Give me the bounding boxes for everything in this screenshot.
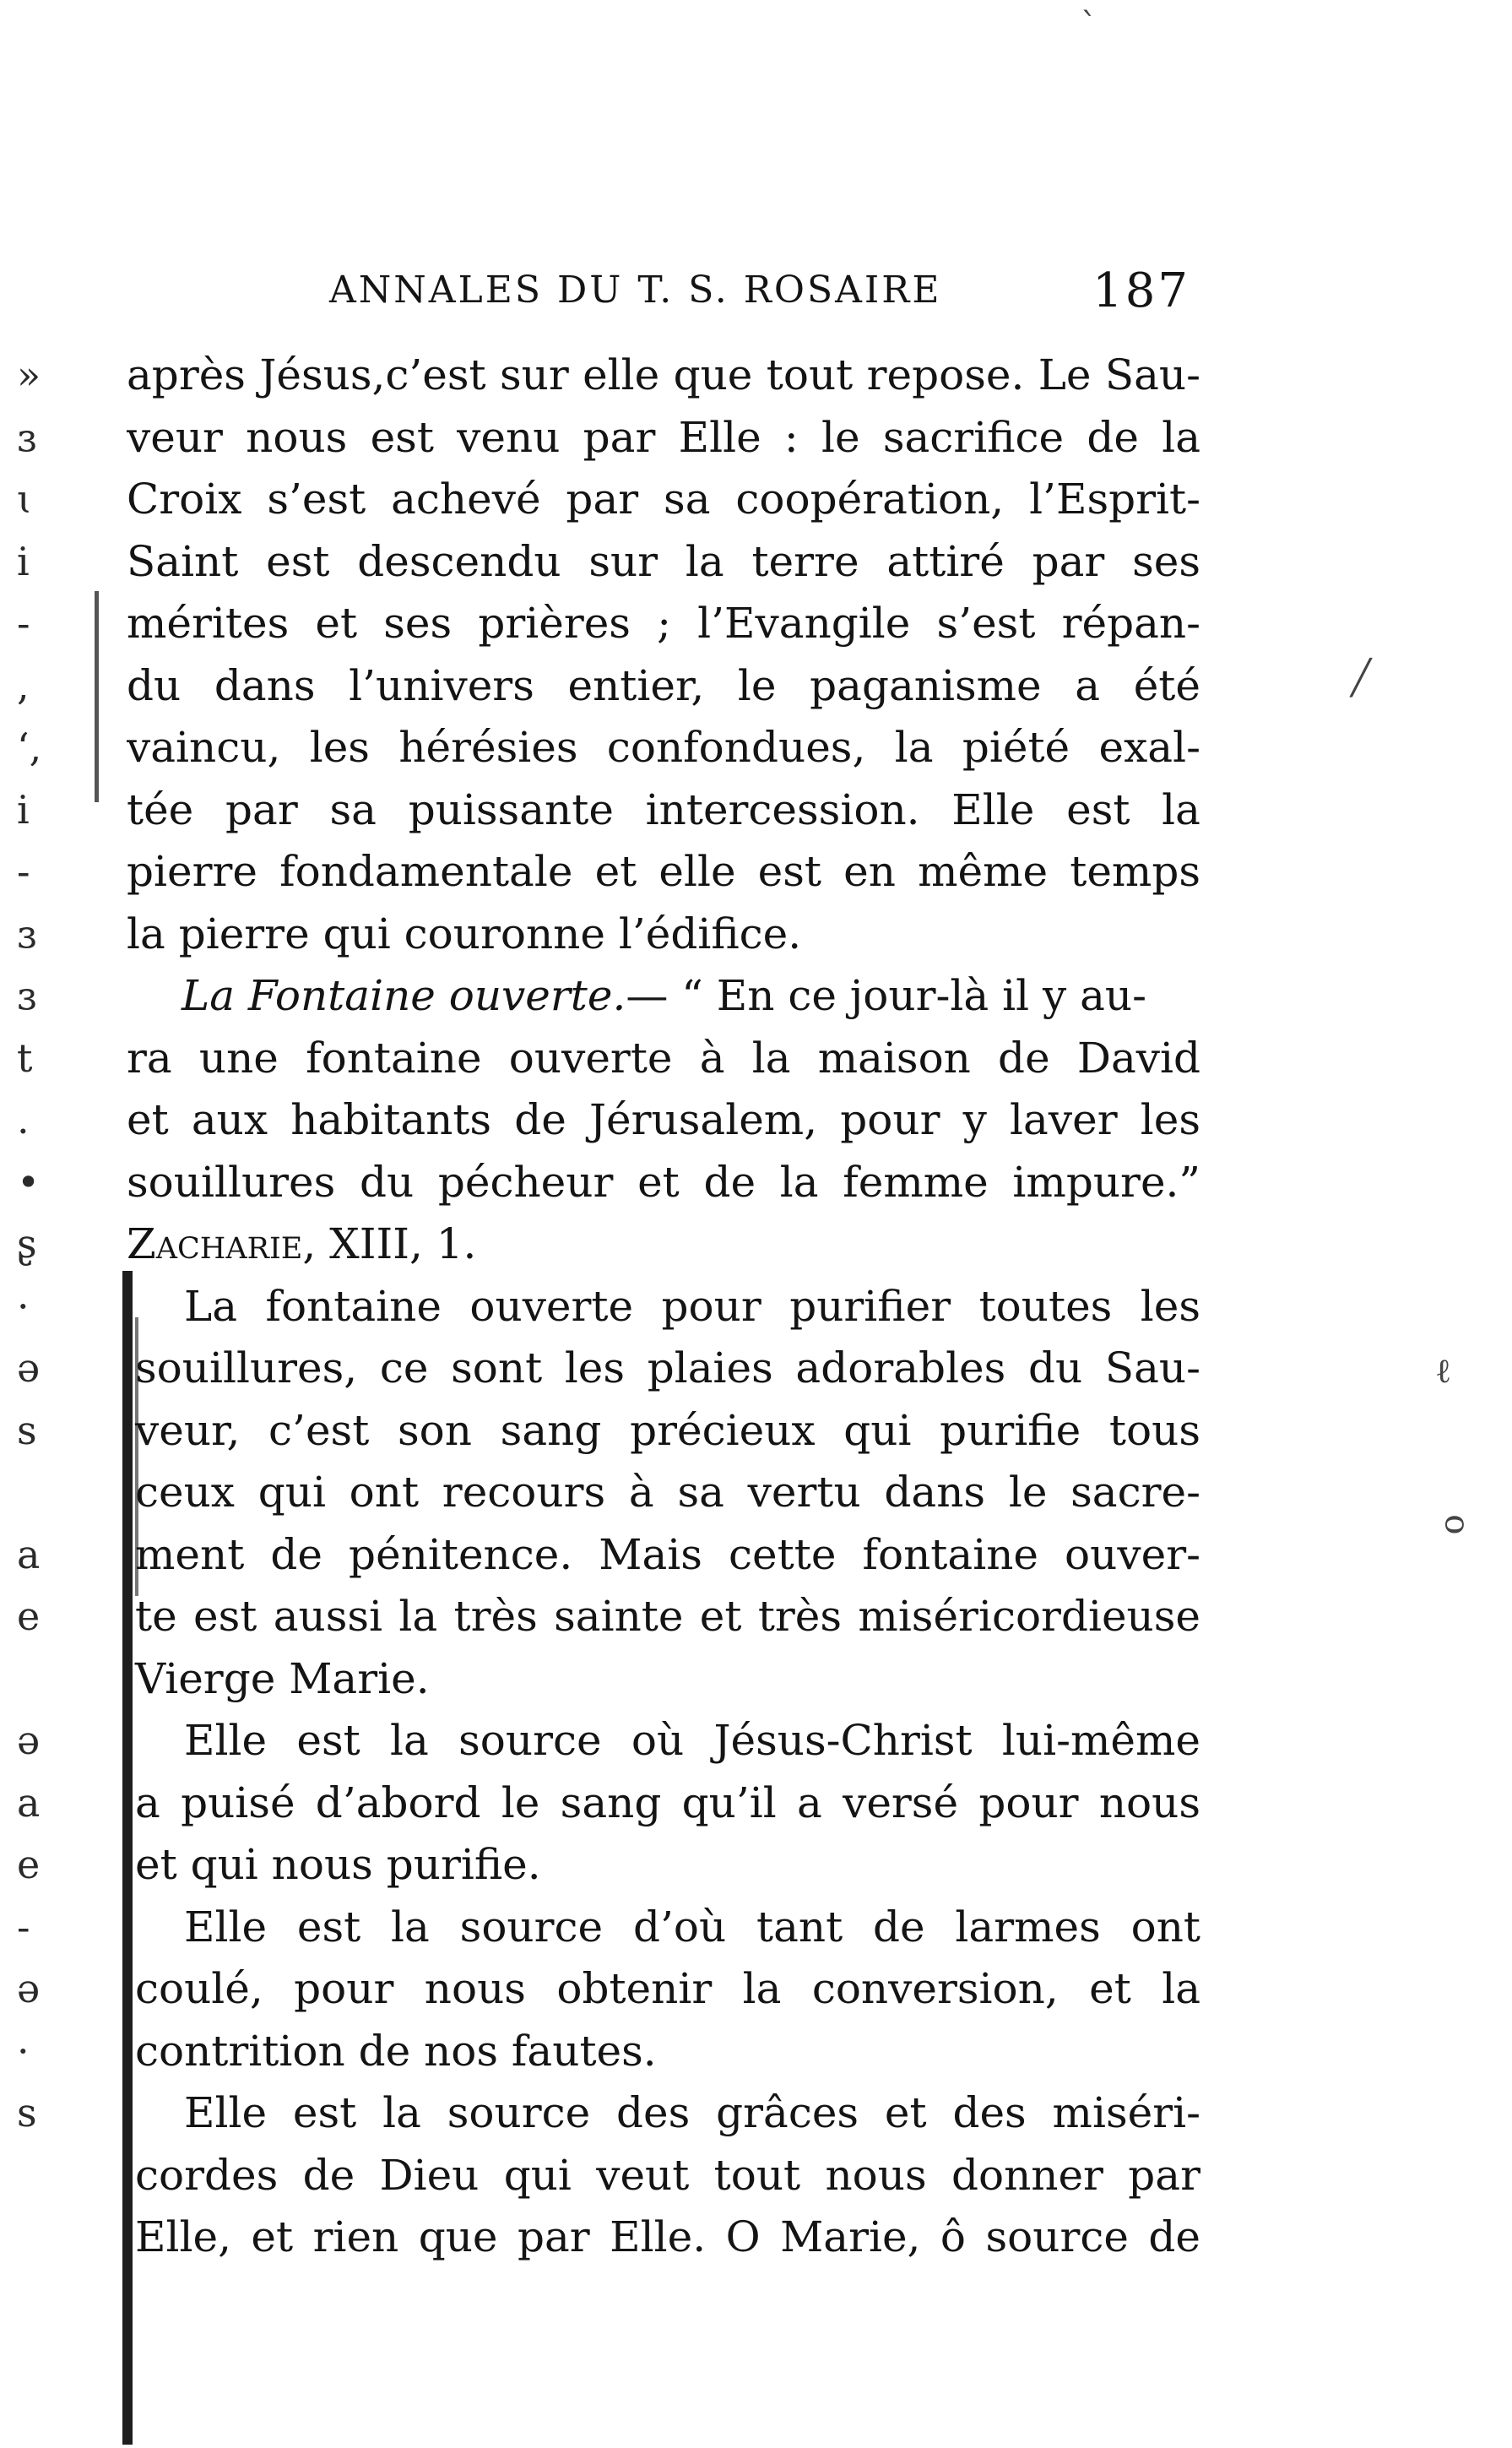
- text-line: ceux qui ont recours à sa vertu dans le sacre-: [135, 1468, 1200, 1517]
- margin-glyph: ,: [17, 662, 30, 708]
- text-line: mérites et ses prières ; l’Evangile s’est répan-: [127, 599, 1200, 648]
- text-line: du dans l’univers entier, le paganisme a été: [127, 660, 1200, 710]
- margin-glyph: ɜ: [17, 414, 37, 460]
- running-header: [329, 263, 1190, 328]
- margin-glyph: -: [17, 1903, 30, 1950]
- margin-glyph: ə: [17, 1345, 41, 1391]
- page-number: 187: [1092, 263, 1190, 318]
- margin-glyph: s: [17, 2090, 37, 2136]
- margin-glyph: ɜ: [17, 973, 37, 1018]
- margin-glyph: .: [17, 1097, 30, 1143]
- margin-glyph: ə: [17, 1966, 41, 2011]
- speck: ╱: [1351, 659, 1372, 697]
- speck: ℓ: [1435, 1352, 1452, 1391]
- text-line: Elle, et rien que par Elle. O Marie, ô source de: [135, 2212, 1200, 2261]
- text-line: souillures du pécheur et de la femme impure.”: [127, 1157, 1200, 1207]
- text-line: contrition de nos fautes.: [135, 2026, 657, 2076]
- margin-glyph: t: [17, 1034, 33, 1081]
- text-line: et qui nous purifie.: [135, 1840, 541, 1889]
- speck: ˋ: [1081, 7, 1097, 46]
- margin-rule: [95, 591, 99, 802]
- text-line: pierre fondamentale et elle est en même temps: [127, 847, 1200, 896]
- speck: ᴑ: [1444, 1503, 1466, 1542]
- margin-glyph: ə: [17, 1718, 41, 1763]
- margin-glyph: e: [17, 1842, 41, 1887]
- margin-glyph: ʂ: [17, 1221, 37, 1267]
- text-line: vaincu, les hérésies confondues, la piété exal-: [127, 723, 1200, 772]
- text-line: tée par sa puissante intercession. Elle est la: [127, 784, 1200, 834]
- text-line: veur nous est venu par Elle : le sacrifice de la: [127, 412, 1200, 462]
- margin-glyph: »: [17, 352, 41, 398]
- text-line: Saint est descendu sur la terre attiré par ses: [127, 536, 1200, 586]
- margin-glyph: i: [17, 538, 30, 584]
- margin-glyph: ·: [17, 1283, 30, 1329]
- text-line: Elle est la source des grâces et des miséri-: [184, 2088, 1200, 2137]
- text-line: après Jésus,c’est sur elle que tout repose. Le Sau-: [127, 350, 1200, 399]
- section-heading: La Fontaine ouverte.: [182, 971, 626, 1020]
- text-line: a puisé d’abord le sang qu’il a versé pour nous: [135, 1778, 1200, 1827]
- body-text: [127, 345, 1200, 2269]
- text-line: te est aussi la très sainte et très miséricordieuse: [135, 1592, 1200, 1641]
- citation-line: Zacharie, XIII, 1.: [127, 1219, 477, 1268]
- text-line: coulé, pour nous obtenir la conversion, et la: [135, 1964, 1200, 2013]
- margin-glyph: -: [17, 849, 30, 894]
- text-line: veur, c’est son sang précieux qui purifie tous: [135, 1405, 1200, 1455]
- text-line: souillures, ce sont les plaies adorables du Sau-: [135, 1343, 1200, 1392]
- running-title: ANNALES DU T. S. ROSAIRE: [329, 269, 942, 312]
- text-line: ra une fontaine ouverte à la maison de David: [127, 1033, 1200, 1083]
- margin-glyph: ɩ: [17, 476, 33, 522]
- text-line: Croix s’est achevé par sa coopération, l’Esprit-: [127, 475, 1200, 524]
- margin-glyph: a: [17, 1531, 41, 1577]
- margin-glyph: i: [17, 786, 30, 833]
- text-line: Elle est la source d’où tant de larmes ont: [184, 1902, 1200, 1951]
- margin-glyph: a: [17, 1779, 41, 1826]
- text-line: La fontaine ouverte pour purifier toutes les: [184, 1281, 1200, 1331]
- margin-glyph: -: [17, 600, 30, 646]
- margin-glyph: •: [17, 1159, 41, 1205]
- quote-start: — “ En ce jour-là il y au-: [626, 971, 1147, 1020]
- left-margin-bleed: [0, 345, 101, 2145]
- text-line: ment de pénitence. Mais cette fontaine ouver-: [135, 1529, 1200, 1579]
- margin-glyph: [0, 1462, 101, 1524]
- margin-glyph: e: [17, 1593, 41, 1639]
- text-line: Elle est la source où Jésus-Christ lui-même: [184, 1716, 1200, 1765]
- margin-glyph: ʻ,: [17, 725, 42, 770]
- section-line: [127, 965, 1200, 1028]
- text-line: cordes de Dieu qui veut tout nous donner par: [135, 2150, 1200, 2200]
- text-line: et aux habitants de Jérusalem, pour y laver les: [127, 1095, 1200, 1144]
- margin-glyph: s: [17, 1407, 37, 1453]
- text-line: Vierge Marie.: [135, 1653, 430, 1703]
- margin-glyph: [0, 1648, 101, 1711]
- margin-glyph: ·: [17, 2027, 30, 2074]
- margin-glyph: ɜ: [17, 910, 37, 957]
- text-line: la pierre qui couronne l’édifice.: [127, 909, 802, 958]
